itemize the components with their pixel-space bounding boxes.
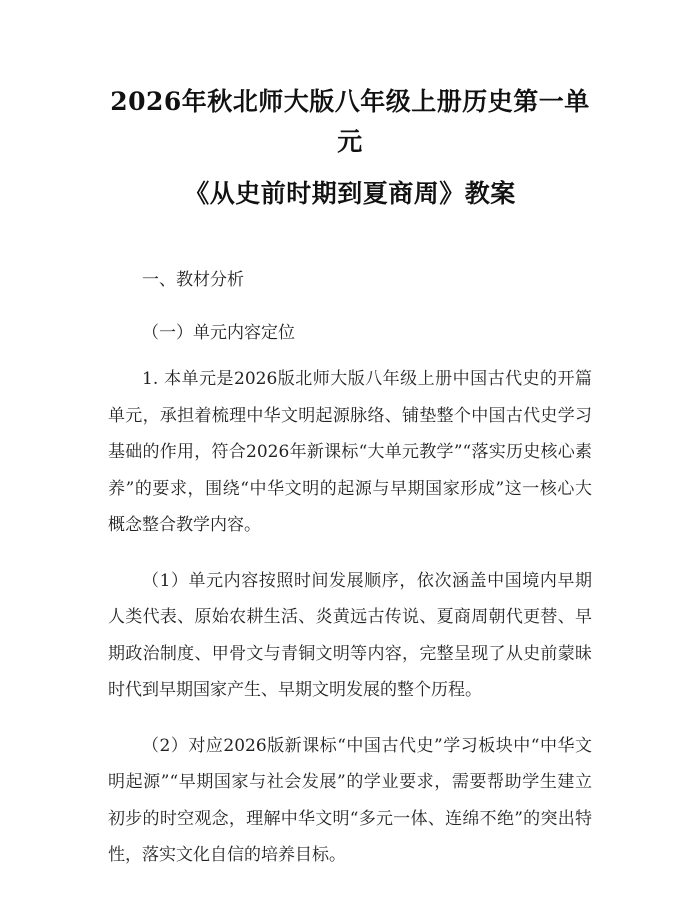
document-title bbox=[108, 82, 592, 214]
title-line-2: 《从史前时期到夏商周》教案 bbox=[184, 179, 516, 208]
section-heading-teaching-material-analysis: 一、教材分析 bbox=[142, 270, 244, 290]
paragraph-unit-overview: 1. 本单元是2026版北师大版八年级上册中国古代史的开篇单元，承担着梳理中华文明起源脉络、铺垫整个中国古代史学习基础的作用，符合2026年新课标“大单元教学”“落实历史核心素养”的要求，围绕“中华文明的起源与早期国家形成”这一核心大概念整合教学内容。 bbox=[108, 369, 592, 535]
title-line-1: 2026年秋北师大版八年级上册历史第一单元 bbox=[110, 87, 590, 156]
subsection-heading-unit-positioning: （一）单元内容定位 bbox=[142, 323, 295, 343]
paragraph-curriculum-requirements: （2）对应2026版新课标“中国古代史”学习板块中“中华文明起源”“早期国家与社会发展”的学业要求，需要帮助学生建立初步的时空观念，理解中华文明“多元一体、连绵不绝”的突出特性，落实文化自信的培养目标。 bbox=[108, 735, 592, 865]
paragraph-content-sequence: （1）单元内容按照时间发展顺序，依次涵盖中国境内早期人类代表、原始农耕生活、炎黄远古传说、夏商周朝代更替、早期政治制度、甲骨文与青铜文明等内容，完整呈现了从史前蒙昧时代到早期国家产生、早期文明发展的整个历程。 bbox=[108, 570, 592, 700]
